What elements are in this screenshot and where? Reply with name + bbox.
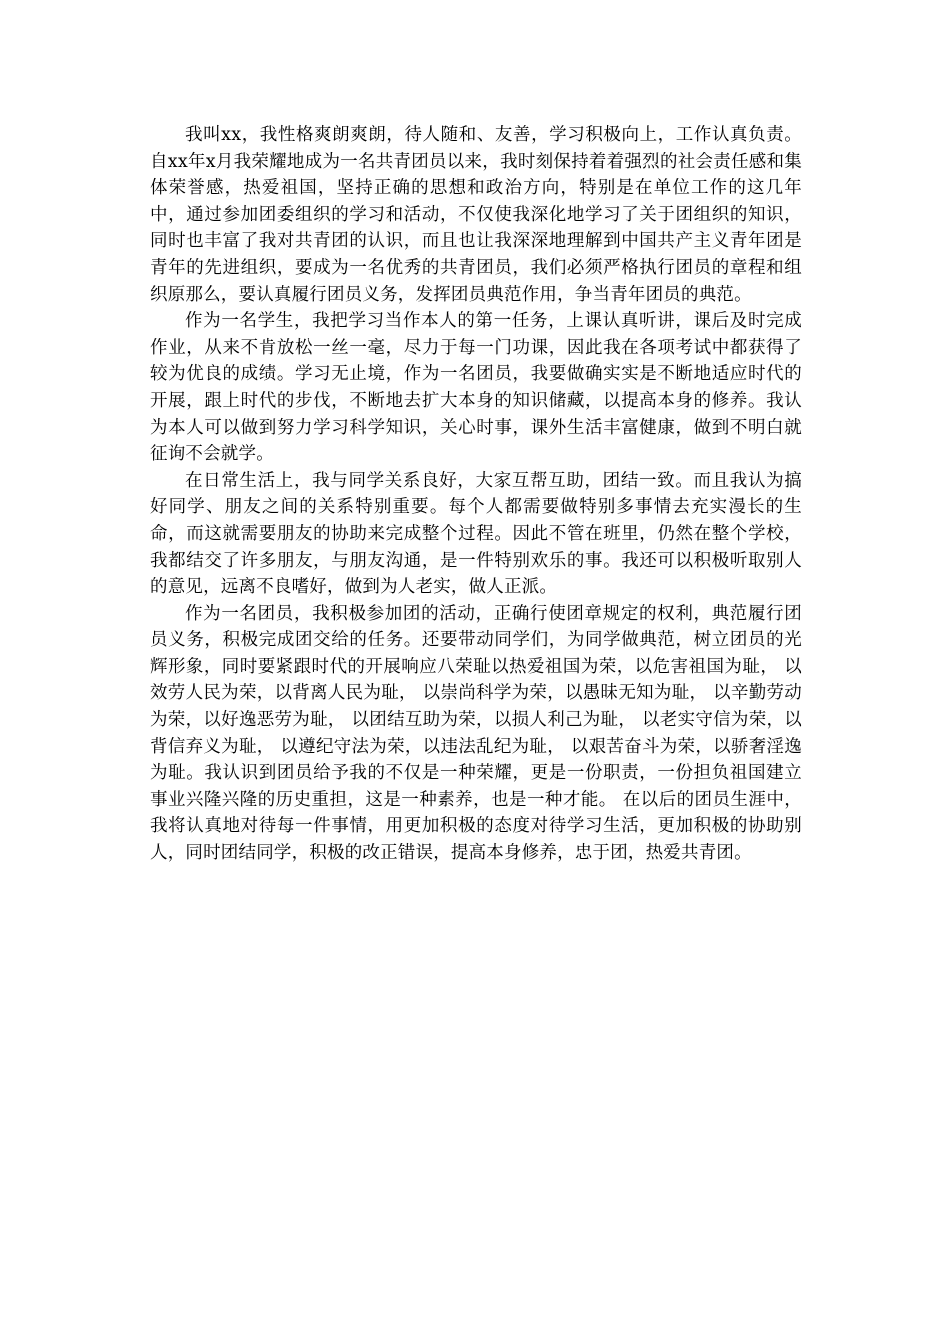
paragraph-1: 我叫xx，我性格爽朗爽朗，待人随和、友善，学习积极向上，工作认真负责。自xx年x月我荣耀地成为一名共青团员以来，我时刻保持着着强烈的社会责任感和集体荣誉感，热爱祖国，坚持正确的思想和政治方向，特别是在单位工作的这几年中，通过参加团委组织的学习和活动，不仅使我深化地学习了关于团组织的知识，同时也丰富了我对共青团的认识，而且也让我深深地理解到中国共产主义青年团是青年的先进组织，要成为一名优秀的共青团员，我们必须严格执行团员的章程和组织原那么，要认真履行团员义务，发挥团员典范作用，争当青年团员的典范。 — [150, 125, 802, 305]
paragraph-4: 作为一名团员，我积极参加团的活动，正确行使团章规定的权利，典范履行团员义务，积极完成团交给的任务。还要带动同学们，为同学做典范，树立团员的光辉形象，同时要紧跟时代的开展响应八荣耻以热爱祖国为荣，以危害祖国为耻， 以效劳人民为荣，以背离人民为耻， 以崇尚科学为荣，以愚昧无知为耻， 以辛勤劳动为荣，以好逸恶劳为耻， 以团结互助为荣，以损人利己为耻， 以老实守信为荣，以背信弃义为耻， 以遵纪守法为荣，以违法乱纪为耻， 以艰苦奋斗为荣，以骄奢淫逸为耻。我认识到团员给予我的不仅是一种荣耀，更是一份职责，一份担负祖国建立事业兴隆兴隆的历史重担，这是一种素养，也是一种才能。 在以后的团员生涯中，我将认真地对待每一件事情，用更加积极的态度对待学习生活，更加积极的协助别人，同时团结同学，积极的改正错误，提高本身修养，忠于团，热爱共青团。 — [150, 603, 802, 864]
paragraph-2: 作为一名学生，我把学习当作本人的第一任务，上课认真听讲，课后及时完成作业，从来不肯放松一丝一毫，尽力于每一门功课，因此我在各项考试中都获得了较为优良的成绩。学习无止境，作为一名团员，我要做确实实是不断地适应时代的开展，跟上时代的步伐，不断地去扩大本身的知识储藏，以提高本身的修养。我认为本人可以做到努力学习科学知识，关心时事，课外生活丰富健康，做到不明白就征询不会就学。 — [150, 311, 802, 465]
document-body — [150, 122, 802, 867]
paragraph-3: 在日常生活上，我与同学关系良好，大家互帮互助，团结一致。而且我认为搞好同学、朋友之间的关系特别重要。每个人都需要做特别多事情去充实漫长的生命，而这就需要朋友的协助来完成整个过程。因此不管在班里，仍然在整个学校，我都结交了许多朋友，与朋友沟通，是一件特别欢乐的事。我还可以积极听取别人的意见，远离不良嗜好，做到为人老实，做人正派。 — [150, 470, 802, 598]
